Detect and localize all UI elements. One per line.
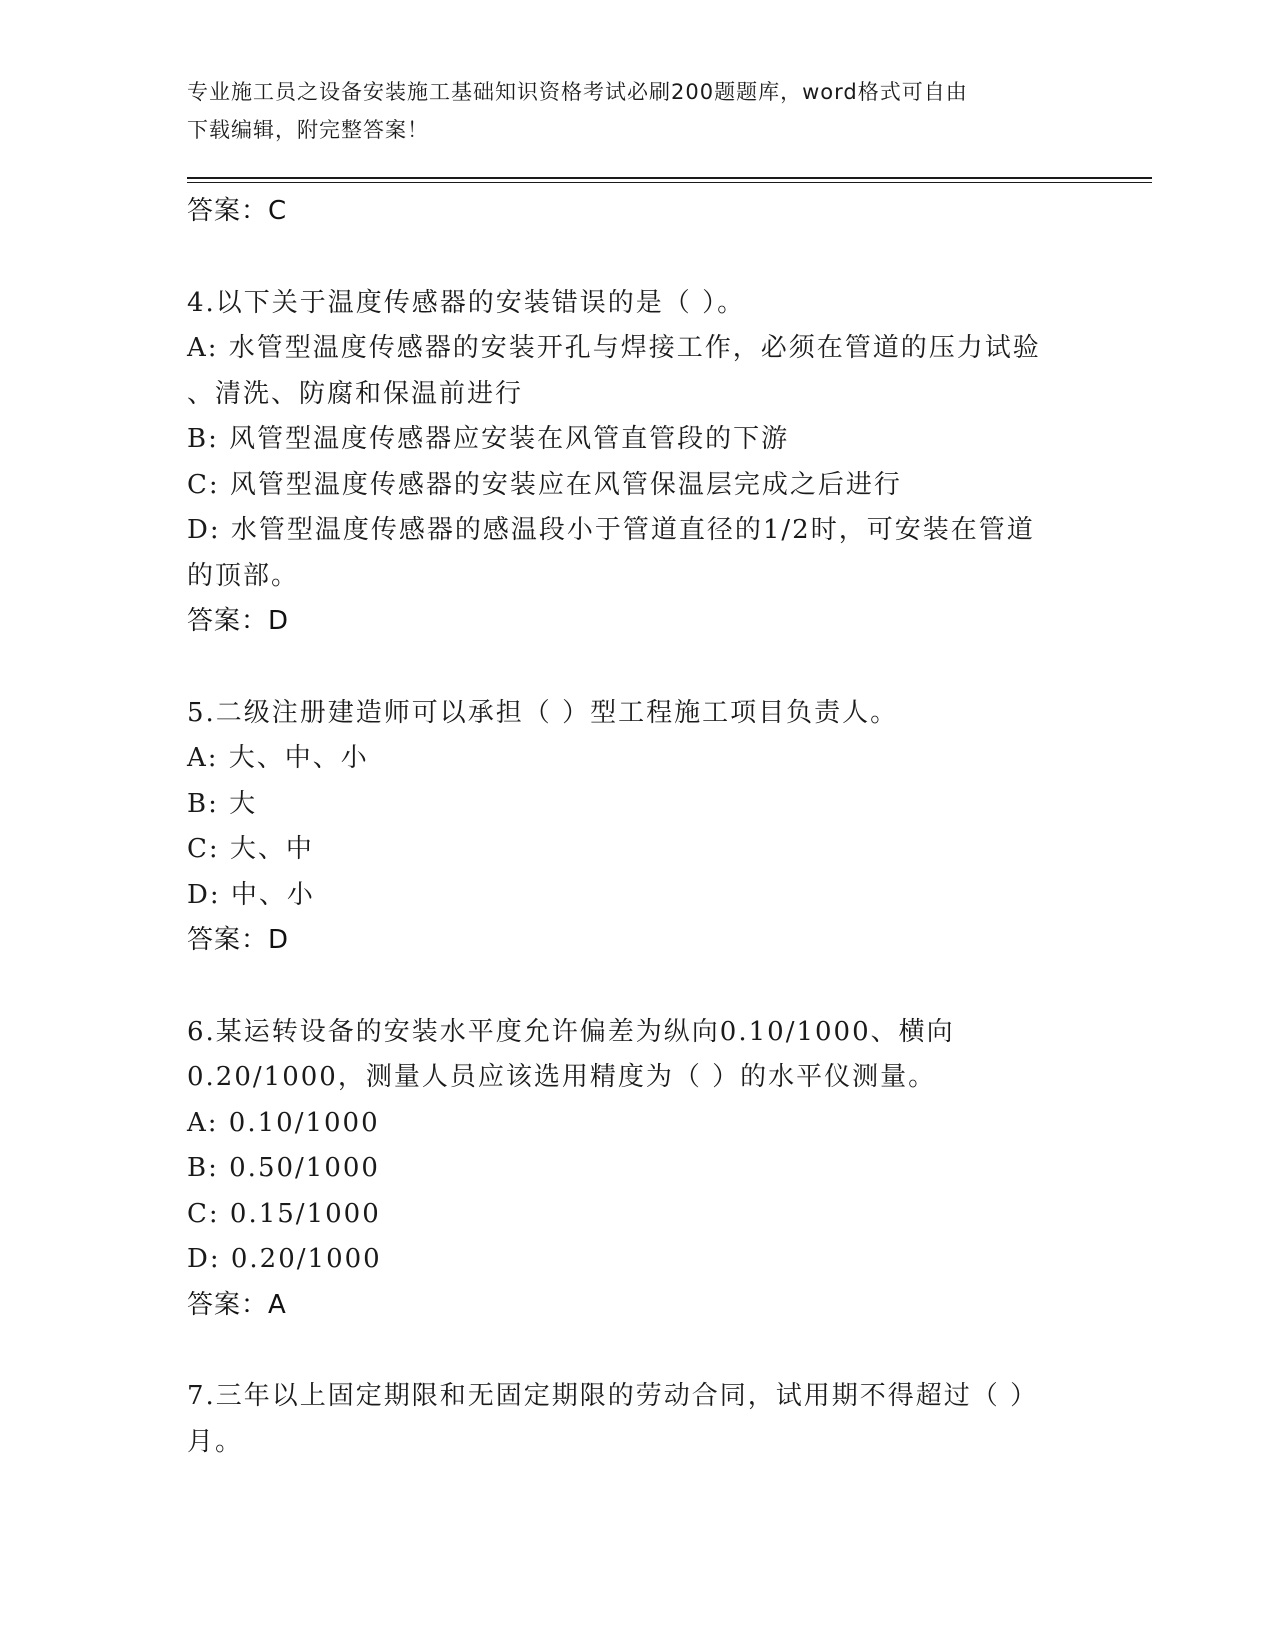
question-stem-continued: 0.20/1000，测量人员应该选用精度为（ ）的水平仪测量。 bbox=[187, 1062, 937, 1092]
header-title-line-1: 专业施工员之设备安装施工基础知识资格考试必刷200题题库，word格式可自由 bbox=[187, 80, 968, 104]
option-a: A: 水管型温度传感器的安装开孔与焊接工作，必须在管道的压力试验 bbox=[187, 333, 1041, 363]
option-a-continued: 、清洗、防腐和保温前进行 bbox=[187, 378, 524, 409]
spacer bbox=[187, 1328, 1087, 1374]
option-b: B: 0.50/1000 bbox=[187, 1153, 380, 1183]
spacer bbox=[187, 645, 1087, 691]
spacer bbox=[187, 964, 1087, 1010]
question-7 bbox=[187, 1374, 1087, 1465]
question-6 bbox=[187, 1010, 1087, 1329]
answer-q4: 答案：D bbox=[187, 606, 290, 636]
option-b: B: 风管型温度传感器应安装在风管直管段的下游 bbox=[187, 424, 790, 454]
option-d-continued: 的顶部。 bbox=[187, 560, 300, 591]
option-c: C: 风管型温度传感器的安装应在风管保温层完成之后进行 bbox=[187, 469, 902, 500]
answer-q5: 答案：D bbox=[187, 925, 290, 955]
header-title-line-2: 下载编辑，附完整答案！ bbox=[187, 118, 429, 142]
option-d: D: 中、小 bbox=[187, 879, 315, 910]
header-divider-thin bbox=[187, 182, 1152, 183]
spacer bbox=[187, 235, 1087, 281]
question-stem: 7.三年以上固定期限和无固定期限的劳动合同，试用期不得超过（ ） bbox=[187, 1381, 1039, 1411]
answer-q6: 答案：A bbox=[187, 1289, 287, 1320]
option-d: D: 0.20/1000 bbox=[187, 1244, 382, 1274]
option-c: C: 0.15/1000 bbox=[187, 1198, 381, 1229]
question-stem: 6.某运转设备的安装水平度允许偏差为纵向0.10/1000、横向 bbox=[187, 1016, 955, 1047]
option-a: A: 0.10/1000 bbox=[187, 1107, 380, 1138]
question-stem: 4.以下关于温度传感器的安装错误的是（ ）。 bbox=[187, 287, 746, 318]
option-b: B: 大 bbox=[187, 788, 258, 819]
answer-q3: 答案：C bbox=[187, 196, 288, 226]
option-c: C: 大、中 bbox=[187, 834, 314, 864]
option-d: D: 水管型温度传感器的感温段小于管道直径的1/2时，可安装在管道 bbox=[187, 515, 1035, 545]
question-list bbox=[187, 189, 1087, 1465]
question-stem-continued: 月。 bbox=[187, 1426, 244, 1457]
document-header bbox=[187, 73, 1067, 149]
option-a: A: 大、中、小 bbox=[187, 743, 369, 773]
question-5 bbox=[187, 691, 1087, 964]
question-4 bbox=[187, 281, 1087, 645]
header-divider-thick bbox=[187, 177, 1152, 179]
question-stem: 5.二级注册建造师可以承担（ ）型工程施工项目负责人。 bbox=[187, 697, 899, 728]
